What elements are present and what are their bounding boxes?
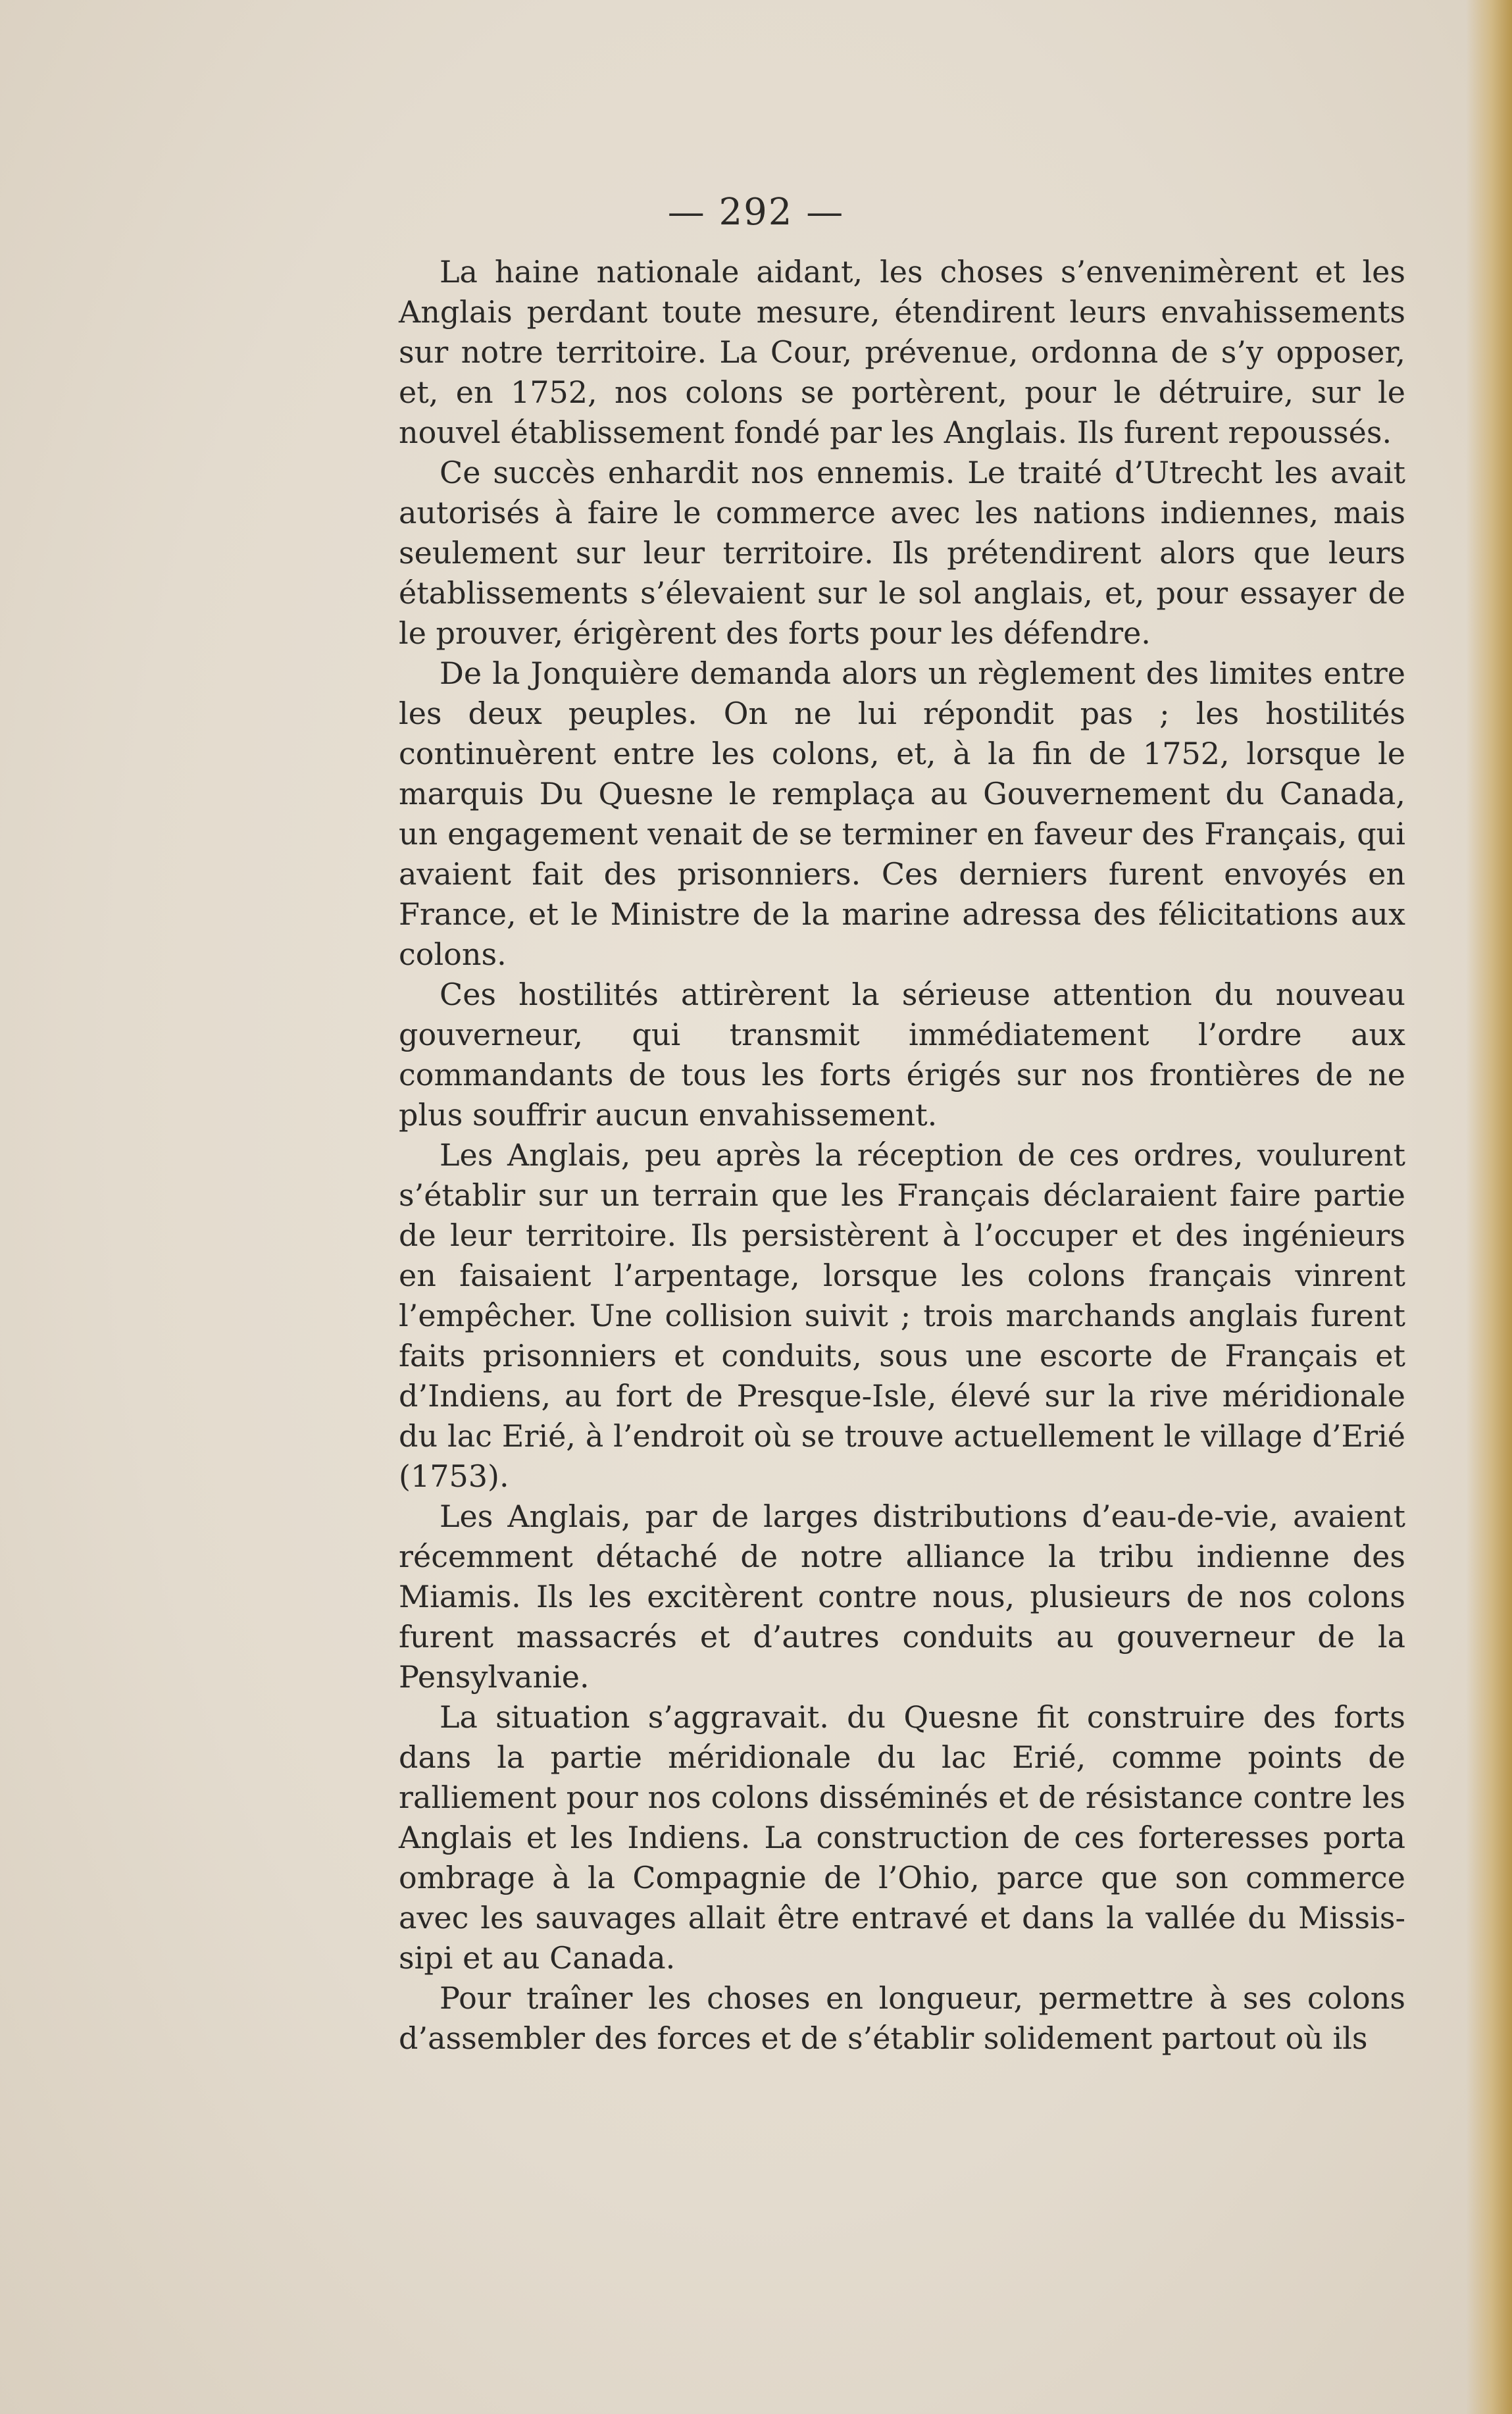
paragraph: Pour traîner les choses en longueur, permettre à ses colons d’assembler des forces et de s’établir solidement partout où ils <box>399 1980 1405 2056</box>
paragraph: La situation s’aggravait. du Quesne fit construire des forts dans la partie méridionale du lac Erié, comme points de ralliement pour nos colons disséminés et de résistance contre les Anglais et les Indiens. La construction de ces forteresses porta ombrage à la Compagnie de l’Ohio, parce que son commerce avec les sauvages allait être entravé et dans la vallée du Missis-sipi et au Canada. <box>399 1699 1405 1976</box>
page-edge-shadow <box>1466 0 1512 2414</box>
paragraph: Ce succès enhardit nos ennemis. Le traité d’Utrecht les avait autorisés à faire le commerce avec les nations indiennes, mais seulement sur leur territoire. Ils prétendirent alors que leurs établissements s’élevaient sur le sol anglais, et, pour essayer de le prouver, érigèrent des forts pour les défendre. <box>399 455 1405 651</box>
paragraph: Ces hostilités attirèrent la sérieuse attention du nouveau gouverneur, qui transmit immédiatement l’ordre aux commandants de tous les forts érigés sur nos frontières de ne plus souffrir aucun envahissement. <box>399 977 1405 1133</box>
paragraph: La haine nationale aidant, les choses s’envenimèrent et les Anglais perdant toute mesure, étendirent leurs envahissements sur notre territoire. La Cour, prévenue, ordonna de s’y opposer, et, en 1752, nos colons se portèrent, pour le détruire, sur le nouvel établissement fondé par les Anglais. Ils furent repoussés. <box>399 254 1405 450</box>
paragraph: Les Anglais, peu après la réception de ces ordres, voulurent s’établir sur un terrain que les Français déclaraient faire partie de leur territoire. Ils persistèrent à l’occuper et des ingénieurs en faisaient l’arpentage, lorsque les colons français vinrent l’empêcher. Une collision suivit ; trois marchands anglais furent faits prisonniers et conduits, sous une escorte de Français et d’Indiens, au fort de Presque-Isle, élevé sur la rive méridionale du lac Erié, à l’endroit où se trouve actuellement le village d’Erié (1753). <box>399 1137 1405 1494</box>
page-number: — 292 — <box>667 191 845 234</box>
body-text <box>399 252 1405 2059</box>
paragraph: Les Anglais, par de larges distributions d’eau-de-vie, avaient récemment détaché de notre alliance la tribu indienne des Miamis. Ils les excitèrent contre nous, plusieurs de nos colons furent massacrés et d’autres conduits au gouverneur de la Pensylvanie. <box>399 1499 1405 1695</box>
paragraph: De la Jonquière demanda alors un règlement des limites entre les deux peuples. On ne lui répondit pas ; les hostilités continuèrent entre les colons, et, à la fin de 1752, lorsque le marquis Du Quesne le remplaça au Gouvernement du Canada, un engagement venait de se terminer en faveur des Français, qui avaient fait des prisonniers. Ces derniers furent envoyés en France, et le Ministre de la marine adressa des félicitations aux colons. <box>399 655 1405 972</box>
